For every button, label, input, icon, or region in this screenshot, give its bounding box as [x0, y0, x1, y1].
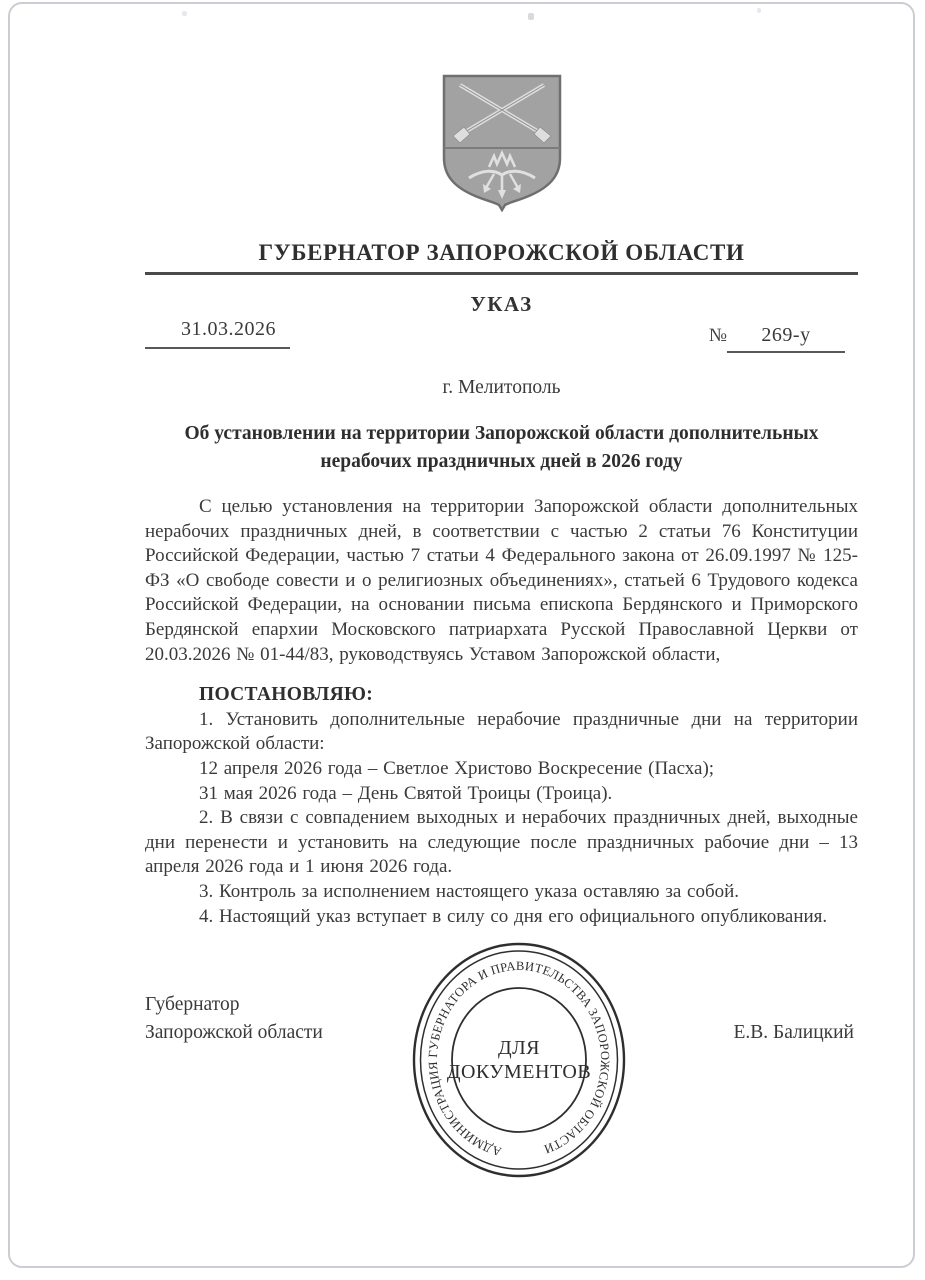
city-label: г. Мелитополь	[442, 377, 561, 398]
doc-type-title: УКАЗ	[470, 292, 533, 316]
preamble-paragraph: С целью установления на территории Запорожской области дополнительных нерабочих праздничных дней, в соответствии с частью 2 статьи 76 Конституции Российской Федерации, частью 7 статьи 4 Федерального закона от 26.09.1997 № 125-ФЗ «О свободе совести и о религиозных объединениях», статьей 6 Трудового кодекса Российской Федерации, на основании письма епископа Бердянского и Приморского Бердянской епархии Московского патриархата Русской Православной Церкви от 20.03.2026 № 01-44/83, руководствуясь Уставом Запорожской области,	[145, 496, 858, 665]
signature-position-line2: Запорожской области	[145, 1021, 323, 1043]
signature-name: Е.В. Балицкий	[733, 1021, 854, 1043]
signature-position	[145, 991, 323, 1046]
number-field: 269-у	[727, 324, 845, 353]
decree-title: Об установлении на территории Запорожской области дополнительных нерабочих праздничных дней в 2026 году	[184, 423, 819, 472]
number-block	[709, 324, 845, 353]
decree-item-4: 4. Настоящий указ вступает в силу со дня его официального опубликования.	[199, 905, 828, 927]
authority-title: ГУБЕРНАТОР ЗАПОРОЖСКОЙ ОБЛАСТИ	[258, 240, 745, 265]
document-content	[145, 0, 858, 1046]
decree-item-trinity: 31 мая 2026 года – День Святой Троицы (Троица).	[199, 782, 613, 804]
stamp-ring-text: АДМИНИСТРАЦИЯ ГУБЕРНАТОРА И ПРАВИТЕЛЬСТВА ЗАПОРОЖСКОЙ ОБЛАСТИ	[425, 958, 613, 1159]
coat-of-arms-icon	[439, 72, 565, 212]
decree-item-easter: 12 апреля 2026 года – Светлое Христово Воскресение (Пасха);	[199, 757, 715, 779]
resolution-heading: ПОСТАНОВЛЯЮ:	[199, 684, 374, 706]
signature-position-line1: Губернатор	[145, 994, 240, 1016]
number-sign: №	[708, 325, 727, 346]
official-stamp	[405, 941, 633, 1179]
decree-item-3: 3. Контроль за исполнением настоящего указа оставляю за собой.	[199, 880, 740, 902]
meta-row	[145, 318, 858, 353]
header-rule	[145, 272, 858, 275]
date-field: 31.03.2026	[145, 318, 290, 349]
stamp-center-text: ДЛЯ ДОКУМЕНТОВ	[446, 1037, 592, 1083]
decree-item-1: 1. Установить дополнительные нерабочие праздничные дни на территории Запорожской области:	[145, 708, 858, 755]
decree-item-2: 2. В связи с совпадением выходных и нерабочих праздничных дней, выходные дни перенести и установить на следующие после праздничных рабочие дни – 13 апреля 2026 года и 1 июня 2026 года.	[145, 807, 858, 878]
